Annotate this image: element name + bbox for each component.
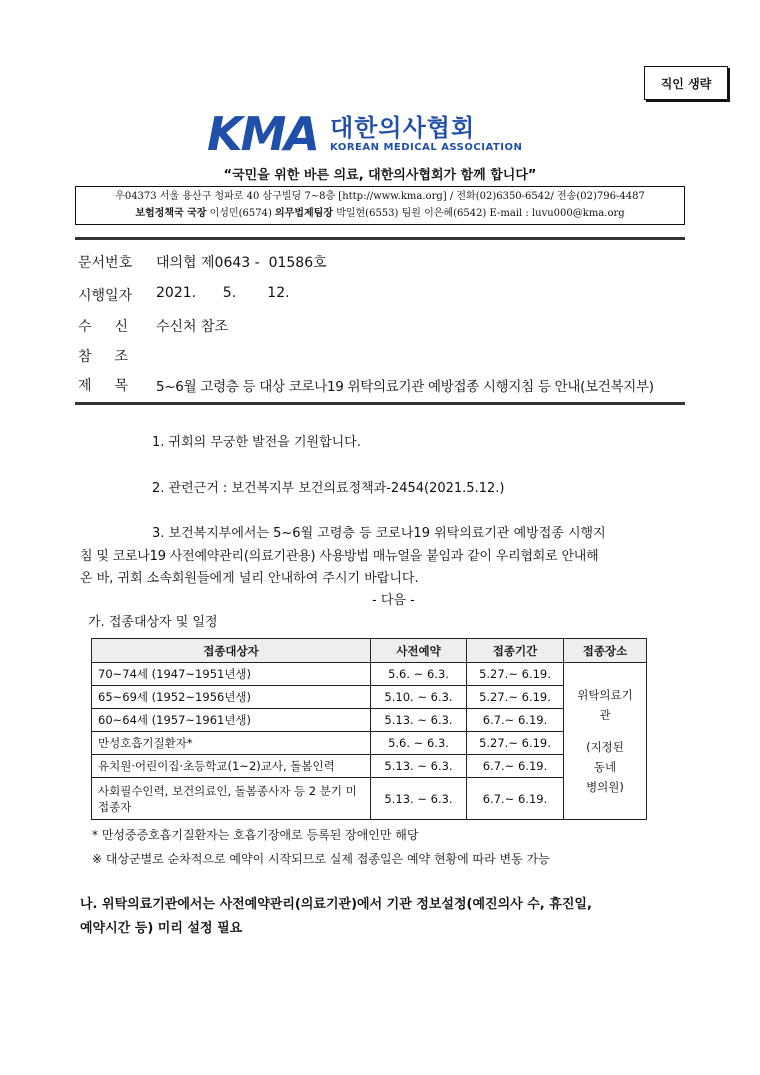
reference-label-a: 참 [78,349,92,365]
recipient-value: 수신처 참조 [156,319,229,335]
header-period: 접종기간 [467,639,564,663]
cell-target: 유치원·어린이집·초등학교(1~2)교사, 돌봄인력 [92,755,371,778]
place-line-2: 관 [599,708,611,722]
cell-period: 5.27.~ 6.19. [467,686,564,709]
place-line-1: 위탁의료기 [577,688,633,702]
cell-reservation: 5.13. ~ 6.3. [371,755,467,778]
slogan: “국민을 위한 바른 의료, 대한의사협회가 함께 합니다” [223,168,537,183]
cell-reservation: 5.13. ~ 6.3. [371,709,467,732]
reference-row [78,346,156,366]
table-row [92,663,647,686]
divider-top [75,237,685,240]
subject-value: 5~6월 고령층 등 대상 코로나19 위탁의료기관 예방접종 시행지침 등 안내(보건복지부) [156,379,654,395]
paragraph-3-line-3: 온 바, 귀회 소속회원들에게 널리 안내하여 주시기 바랍니다. [80,571,419,586]
cell-place [564,663,647,820]
table-row [92,778,647,820]
place-line-3: (지정된 [586,740,624,754]
table-row [92,709,647,732]
divider-bottom [75,402,685,405]
subject-label-a: 제 [78,378,92,394]
date-value: 2021. 5. 12. [156,285,290,301]
logo-korean: 대한의사협회 [330,114,476,142]
stamp-text: 직인 생략 [660,76,712,91]
header-reservation: 사전예약 [371,639,467,663]
cell-reservation: 5.10. ~ 6.3. [371,686,467,709]
doc-number: 대의협 제0643 - 01586호 [156,255,327,271]
logo-mark: KMA [207,107,319,161]
recipient-label-b: 신 [114,319,128,335]
contact-head-name: 이성민(6574) [206,208,276,219]
table-row [92,686,647,709]
cell-period: 6.7.~ 6.19. [467,709,564,732]
section-b-line-1: 나. 위탁의료기관에서는 사전예약관리(의료기관)에서 기관 정보설정(예진의사 수, 휴진일, [80,897,592,912]
cell-reservation: 5.13. ~ 6.3. [371,778,467,820]
stamp-box [644,66,728,100]
paragraph-3-line-1: 3. 보건복지부에서는 5~6월 고령층 등 코로나19 위탁의료기관 예방접종 시행지 [152,526,606,541]
recipient-label-a: 수 [78,319,92,335]
schedule-table [91,638,647,820]
cell-target: 70~74세 (1947~1951년생) [92,663,371,686]
section-b-line-2: 예약시간 등) 미리 설정 필요 [80,921,243,936]
place-line-5: 병의원) [586,780,624,794]
contact-box [75,186,685,225]
note-1: * 만성중증호흡기질환자는 호흡기장애로 등록된 장애인만 해당 [92,828,419,842]
note-2: ※ 대상군별로 순차적으로 예약이 시작되므로 실제 접종일은 예약 현황에 따라 변동 가능 [92,852,550,866]
recipient-row [78,316,228,336]
section-a-heading: 가. 접종대상자 및 일정 [88,615,218,630]
subject-label-b: 목 [114,378,128,394]
doc-number-row [78,252,327,272]
cell-target: 사회필수인력, 보건의료인, 돌봄종사자 등 2 분기 미접종자 [92,778,371,820]
cell-period: 5.27.~ 6.19. [467,663,564,686]
paragraph-2: 2. 관련근거 : 보건복지부 보건의료정책과-2454(2021.5.12.) [152,481,505,496]
table-row [92,755,647,778]
table-row [92,732,647,755]
reference-label-b: 조 [114,349,128,365]
cell-target: 60~64세 (1957~1961년생) [92,709,371,732]
kma-logo [207,107,523,161]
cell-reservation: 5.6. ~ 6.3. [371,663,467,686]
date-row [78,285,290,305]
cell-period: 6.7.~ 6.19. [467,778,564,820]
next-heading: - 다음 - [372,593,415,608]
header-place: 접종장소 [564,639,647,663]
paragraph-1: 1. 귀회의 무궁한 발전을 기원합니다. [152,435,361,450]
paragraph-3-line-2: 침 및 코로나19 사전예약관리(의료기관용) 사용방법 매뉴얼을 붙임과 같이 우리협회로 안내해 [80,549,599,564]
header-target: 접종대상자 [92,639,371,663]
contact-line-1: 우04373 서울 용산구 청파로 40 삼구빌딩 7~8층 [http://www.kma.org] / 전화(02)6350-6542/ 전송(02)796-4487 [115,191,645,202]
contact-line-2 [76,205,684,222]
date-label: 시행일자 [78,288,133,304]
cell-target: 만성호흡기질환자* [92,732,371,755]
cell-period: 5.27.~ 6.19. [467,732,564,755]
cell-period: 6.7.~ 6.19. [467,755,564,778]
place-line-4: 동네 [593,760,617,774]
cell-reservation: 5.6. ~ 6.3. [371,732,467,755]
doc-number-label: 문서번호 [78,255,133,271]
logo-english: KOREAN MEDICAL ASSOCIATION [330,142,523,153]
cell-target: 65~69세 (1952~1956년생) [92,686,371,709]
contact-team-lead: 의무법제팀장 [275,208,334,219]
subject-row [78,375,654,395]
contact-staff: 박일현(6553) 팀원 이은혜(6542) E-mail : luvu000@kma.org [333,208,625,219]
table-header-row [92,639,647,663]
contact-dept-head: 보험정책국 국장 [135,208,207,219]
